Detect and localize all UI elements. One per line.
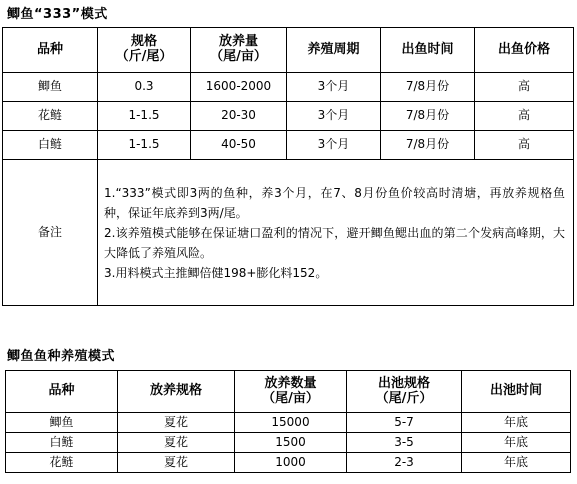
- notes-label: 备注: [3, 160, 98, 306]
- note-item-1: 1.“333”模式即3两的鱼种，养3个月，在7、8月份鱼价较高时清塘，再放养规格鱼种，保证年底养到3两/尾。: [104, 185, 565, 220]
- note-item-2: 2.该养殖模式能够在保证塘口盈利的情况下，避开鲫鱼鳃出血的第二个发病高峰期，大大降低了养殖风险。: [104, 225, 565, 260]
- table-cell: 0.3: [98, 73, 191, 102]
- table-cell: 高: [475, 131, 574, 160]
- table-cell: 3-5: [347, 433, 462, 453]
- table1-header-price: 出鱼价格: [475, 28, 574, 73]
- table2-header-stock-count: 放养数量 （尾/亩）: [235, 371, 347, 413]
- table1-header-variety: 品种: [3, 28, 98, 73]
- table-cell: 1600-2000: [191, 73, 287, 102]
- table1-notes-row: [3, 160, 574, 306]
- table-cell: 高: [475, 102, 574, 131]
- table2-title: 鲫鱼鱼种养殖模式: [7, 349, 116, 364]
- table-cell: 20-30: [191, 102, 287, 131]
- table-cell: 7/8月份: [381, 102, 475, 131]
- table1-header-row: [3, 28, 574, 73]
- table-cell: 3个月: [287, 73, 381, 102]
- table1-333-mode: [2, 27, 574, 306]
- table-cell: 年底: [462, 453, 571, 473]
- table-cell: 1000: [235, 453, 347, 473]
- table2-header-row: [6, 371, 571, 413]
- table-cell: 1-1.5: [98, 131, 191, 160]
- table-cell: 白鲢: [6, 433, 118, 453]
- table-row: [3, 73, 574, 102]
- table1-header-size: 规格 （斤/尾）: [98, 28, 191, 73]
- table1-title: 鲫鱼“333”模式: [7, 7, 108, 22]
- notes-cell: [98, 160, 574, 306]
- table-row: [6, 413, 571, 433]
- table2-header-variety: 品种: [6, 371, 118, 413]
- table-cell: 年底: [462, 413, 571, 433]
- table2-fingerling-mode: [5, 370, 571, 473]
- table-cell: 7/8月份: [381, 73, 475, 102]
- table-cell: 7/8月份: [381, 131, 475, 160]
- table2-header-out-size: 出池规格 （尾/斤）: [347, 371, 462, 413]
- table-cell: 白鲢: [3, 131, 98, 160]
- table2-header-out-time: 出池时间: [462, 371, 571, 413]
- table-cell: 1500: [235, 433, 347, 453]
- table-cell: 花鲢: [6, 453, 118, 473]
- table-row: [3, 102, 574, 131]
- table1-header-harvest-time: 出鱼时间: [381, 28, 475, 73]
- table-cell: 鲫鱼: [3, 73, 98, 102]
- table-cell: 花鲢: [3, 102, 98, 131]
- table-cell: 高: [475, 73, 574, 102]
- note-item-3: 3.用料模式主推鲫倍健198+膨化料152。: [104, 265, 328, 280]
- table-cell: 年底: [462, 433, 571, 453]
- table2-header-stock-size: 放养规格: [118, 371, 235, 413]
- table-cell: 40-50: [191, 131, 287, 160]
- table1-header-stocking: 放养量 （尾/亩）: [191, 28, 287, 73]
- table-cell: 2-3: [347, 453, 462, 473]
- table-cell: 3个月: [287, 102, 381, 131]
- table-row: [6, 453, 571, 473]
- table-cell: 鲫鱼: [6, 413, 118, 433]
- table-row: [3, 131, 574, 160]
- table-cell: 夏花: [118, 453, 235, 473]
- table1-header-cycle: 养殖周期: [287, 28, 381, 73]
- table-cell: 3个月: [287, 131, 381, 160]
- table-cell: 夏花: [118, 413, 235, 433]
- table-cell: 15000: [235, 413, 347, 433]
- table-cell: 1-1.5: [98, 102, 191, 131]
- table-row: [6, 433, 571, 453]
- table-cell: 夏花: [118, 433, 235, 453]
- table-cell: 5-7: [347, 413, 462, 433]
